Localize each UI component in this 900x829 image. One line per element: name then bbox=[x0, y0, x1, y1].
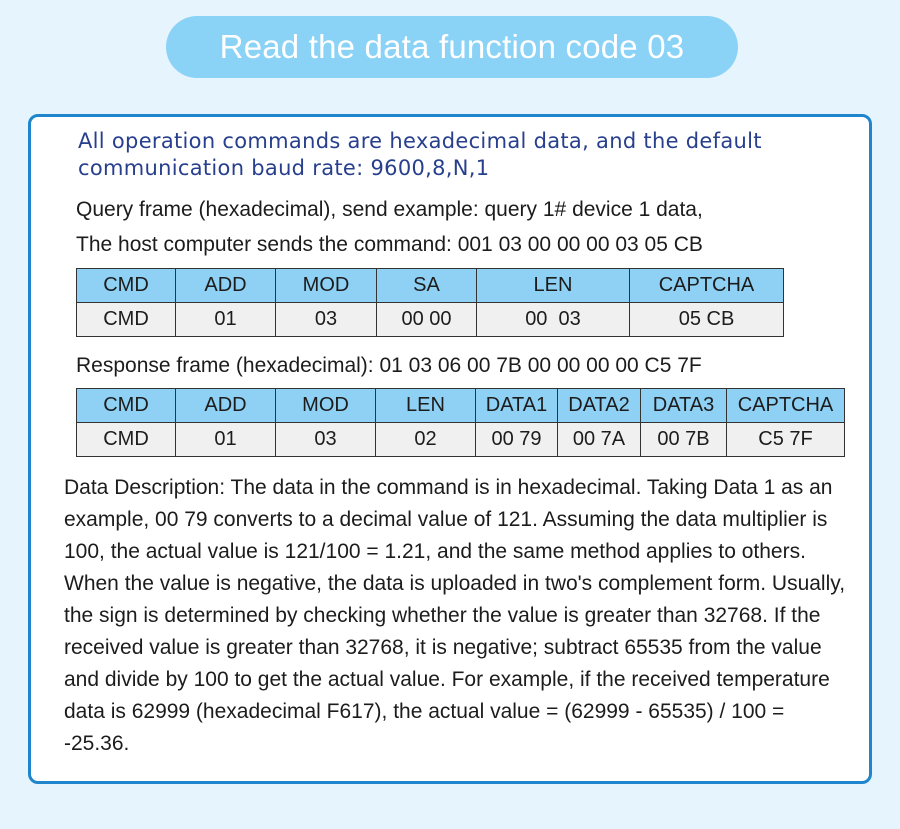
response-value-cell: 01 bbox=[176, 423, 276, 457]
response-header-cell: LEN bbox=[376, 389, 476, 423]
query-value-cell: 05 CB bbox=[630, 303, 784, 337]
query-table-value-row bbox=[77, 303, 784, 337]
query-value-cell: 00 03 bbox=[477, 303, 630, 337]
query-value-cell: CMD bbox=[77, 303, 176, 337]
query-header-cell: MOD bbox=[276, 269, 377, 303]
response-value-cell: C5 7F bbox=[727, 423, 845, 457]
response-table-value-row bbox=[77, 423, 845, 457]
page-title: Read the data function code 03 bbox=[219, 28, 685, 65]
query-header-cell: CAPTCHA bbox=[630, 269, 784, 303]
query-value-cell: 00 00 bbox=[377, 303, 477, 337]
response-value-cell: 00 79 bbox=[476, 423, 558, 457]
query-frame-table bbox=[76, 268, 784, 337]
data-description: Data Description: The data in the command is in hexadecimal. Taking Data 1 as an example, 00 79 converts to a decimal value of 121. Assuming the data multiplier is 100, the actual value is 121/100 = 1.21, and the same method applies to others. When the value is negative, the data is uploaded in two's complement form. Usually, the sign is determined by checking whether the value is greater than 32768. If the received value is greater than 32768, it is negative; subtract 65535 from the value and divide by 100 to get the actual value. For example, if the received temperature data is 62999 (hexadecimal F617), the actual value = (62999 - 65535) / 100 = -25.36. bbox=[64, 476, 846, 755]
response-header-cell: DATA1 bbox=[476, 389, 558, 423]
query-header-cell: CMD bbox=[77, 269, 176, 303]
response-header-cell: CAPTCHA bbox=[727, 389, 845, 423]
response-frame-line: Response frame (hexadecimal): 01 03 06 00 7B 00 00 00 00 C5 7F bbox=[76, 354, 702, 377]
response-value-cell: 00 7A bbox=[558, 423, 641, 457]
response-header-cell: CMD bbox=[77, 389, 176, 423]
query-table-header-row bbox=[77, 269, 784, 303]
host-command-line: The host computer sends the command: 001 03 00 00 00 03 05 CB bbox=[76, 233, 703, 256]
response-frame-table bbox=[76, 388, 845, 457]
query-header-cell: SA bbox=[377, 269, 477, 303]
response-header-cell: ADD bbox=[176, 389, 276, 423]
response-value-cell: 00 7B bbox=[641, 423, 727, 457]
response-value-cell: 03 bbox=[276, 423, 376, 457]
query-frame-line: Query frame (hexadecimal), send example: query 1# device 1 data, bbox=[76, 198, 703, 221]
response-header-cell: DATA3 bbox=[641, 389, 727, 423]
response-header-cell: DATA2 bbox=[558, 389, 641, 423]
response-table-header-row bbox=[77, 389, 845, 423]
query-value-cell: 03 bbox=[276, 303, 377, 337]
response-value-cell: CMD bbox=[77, 423, 176, 457]
response-header-cell: MOD bbox=[276, 389, 376, 423]
query-value-cell: 01 bbox=[176, 303, 276, 337]
title-banner bbox=[166, 16, 738, 78]
response-value-cell: 02 bbox=[376, 423, 476, 457]
intro-text: All operation commands are hexadecimal data, and the default communication baud rate: 9600,8,N,1 bbox=[78, 129, 762, 180]
query-header-cell: LEN bbox=[477, 269, 630, 303]
query-header-cell: ADD bbox=[176, 269, 276, 303]
